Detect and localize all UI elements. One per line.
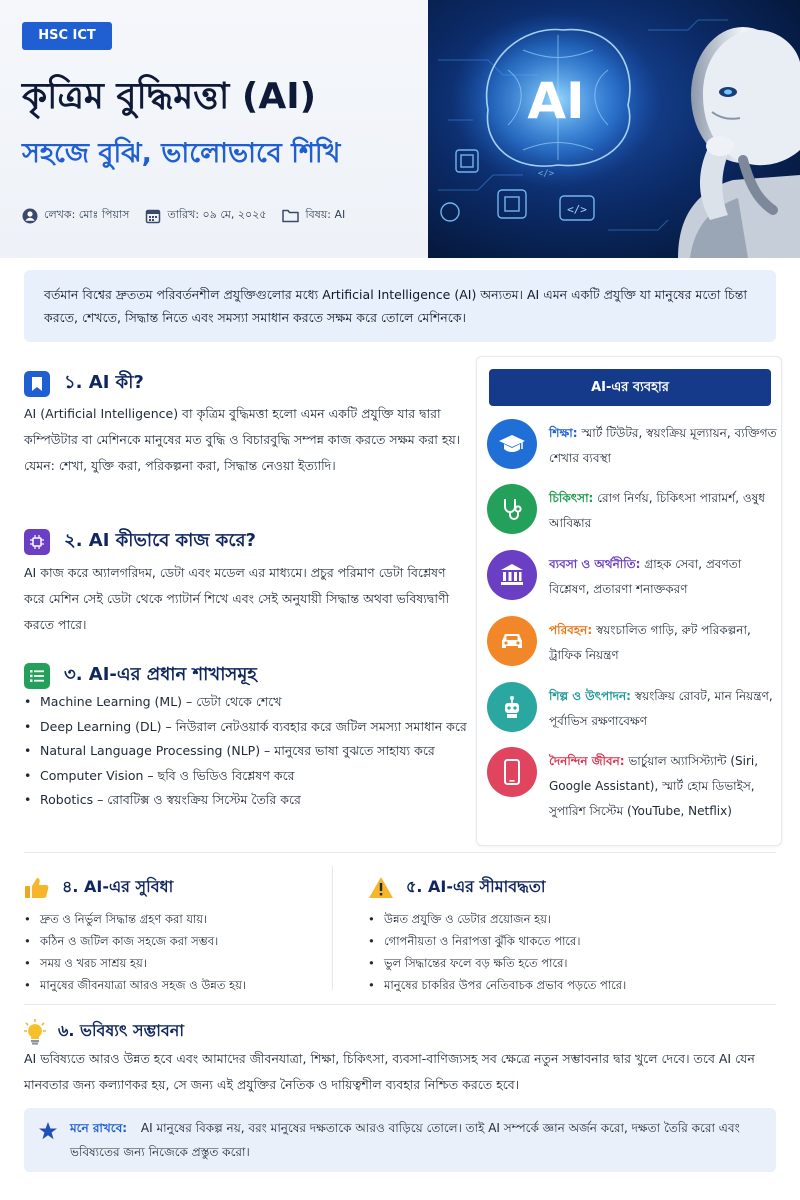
divider: [24, 1004, 776, 1005]
usage-item-transport: [487, 616, 777, 668]
usage-desc: স্মার্ট টিউটর, স্বয়ংক্রিয় মূল্যায়ন, ব্যক্তিগত শেখার ব্যবস্থা: [549, 426, 777, 465]
usage-item-education: [487, 419, 777, 471]
hero-ai-label: AI: [527, 72, 585, 130]
hero-image: [428, 0, 800, 258]
list-item: • Deep Learning (DL) – নিউরাল নেটওয়ার্ক ব্যবহার করে জটিল সমস্যা সমাধান করে: [24, 715, 470, 740]
future-title: ৬. ভবিষ্যৎ সম্ভাবনা: [58, 1021, 184, 1040]
meta-subject: [282, 206, 345, 225]
usage-key: শিক্ষা:: [549, 426, 578, 440]
section-how-heading: [24, 526, 256, 557]
date-text: তারিখ: ০৯ মে, ২০২৫: [167, 208, 267, 221]
intro-box: বর্তমান বিশ্বের দ্রুততম পরিবর্তনশীল প্রযুক্তিগুলোর মধ্যে Artificial Intelligence (AI) অন্যতম। AI এমন একটি প্রযুক্তি যা মানুষের মতো চিন্তা করতে, শেখতে, সিদ্ধান্ত নিতে এবং সমস্যা সমাধান করতে সক্ষম করে তোলে মেশিনকে।: [24, 270, 776, 342]
bank-icon: [487, 550, 537, 600]
usage-desc: গ্রাহক সেবা, প্রবণতা বিশ্লেষণ, প্রতারণা শনাক্তকরণ: [549, 557, 742, 596]
robot-icon: [487, 682, 537, 732]
pros-heading: [24, 874, 173, 901]
meta-author: [22, 206, 129, 225]
usage-desc: ভার্চুয়াল অ্যাসিস্ট্যান্ট (Siri, Google Assistant), স্মার্ট হোম ডিভাইস, সুপারিশ সিস্টেম (YouTube, Netflix): [549, 754, 759, 818]
subject-text: বিষয়: AI: [305, 208, 346, 221]
list-icon: [24, 663, 50, 689]
list-item: • মানুষের জীবনযাত্রা আরও সহজ ও উন্নত হয়।: [24, 974, 324, 996]
list-item: • সময় ও খরচ সাশ্রয় হয়।: [24, 952, 324, 974]
note-content: AI মানুষের বিকল্প নয়, বরং মানুষের দক্ষতাকে আরও বাড়িয়ে তোলে। তাই AI সম্পর্কে জ্ঞান অর্জন করো, দক্ষতা তৈরি করো এবং ভবিষ্যতের জন্য নিজেকে প্রস্তুত করো।: [70, 1121, 740, 1159]
list-item: • Computer Vision – ছবি ও ভিডিও বিশ্লেষণ করে: [24, 764, 470, 789]
usage-key: ব্যবসা ও অর্থনীতি:: [549, 557, 641, 571]
future-text: AI ভবিষ্যতে আরও উন্নত হবে এবং আমাদের জীবনযাত্রা, শিক্ষা, চিকিৎসা, ব্যবসা-বাণিজ্যসহ সব ক্ষেত্রে নতুন সম্ভাবনার দ্বার খুলে দেবে। তবে AI যেন মানবতার জন্য কল্যাণকর হয়, সে জন্য এই প্রযুক্তির নৈতিক ও দায়িত্বশীল ব্যবহার নিশ্চিত করতে হবে।: [24, 1051, 755, 1092]
section-branches-heading: [24, 660, 257, 691]
list-item: • গোপনীয়তা ও নিরাপত্তা ঝুঁকি থাকতে পারে।: [368, 930, 776, 952]
page-title: কৃত্রিম বুদ্ধিমত্তা (AI): [22, 76, 317, 117]
list-item: • Natural Language Processing (NLP) – মানুষের ভাষা বুঝতে সাহায্য করে: [24, 739, 470, 764]
list-item: • দ্রুত ও নির্ভুল সিদ্ধান্ত গ্রহণ করা যায়।: [24, 908, 324, 930]
usage-title: AI-এর ব্যবহার: [489, 369, 771, 406]
cons-heading: [368, 874, 546, 901]
svg-text:</>: </>: [567, 203, 587, 216]
folder-icon: [282, 208, 299, 223]
future-heading: [24, 1018, 184, 1045]
bookmark-icon: [24, 371, 50, 397]
usage-card: [476, 356, 782, 846]
note-label: মনে রাখবে:: [70, 1121, 128, 1135]
usage-key: চিকিৎসা:: [549, 491, 594, 505]
divider: [24, 852, 776, 853]
branches-list: [24, 690, 470, 813]
lightbulb-icon: [24, 1019, 46, 1045]
usage-item-medical: [487, 484, 777, 536]
usage-desc: রোগ নির্ণয়, চিকিৎসা পারামর্শ, ওষুধ আবিষ্কার: [549, 491, 765, 530]
pros-title: ৪. AI-এর সুবিধা: [62, 877, 174, 896]
list-item: • Machine Learning (ML) – ডেটা থেকে শেখে: [24, 690, 470, 715]
section-branches-title: ৩. AI-এর প্রধান শাখাসমূহ: [64, 664, 257, 685]
list-item: • উন্নত প্রযুক্তি ও ডেটার প্রয়োজন হয়।: [368, 908, 776, 930]
meta-date: [145, 206, 266, 225]
meta-row: [22, 206, 427, 225]
cons-title: ৫. AI-এর সীমাবদ্ধতা: [406, 877, 546, 896]
car-icon: [487, 616, 537, 666]
section-how-title: ২. AI কীভাবে কাজ করে?: [64, 530, 256, 551]
cons-list: [368, 908, 776, 996]
section-how-text: AI কাজ করে অ্যালগরিদম, ডেটা এবং মডেল এর মাধ্যমে। প্রচুর পরিমাণ ডেটা বিশ্লেষণ করে মেশিন সেই ডেটা থেকে প্যাটার্ন শিখে এবং সেই অনুযায়ী সিদ্ধান্ত অথবা ভবিষ্যদ্বাণী করতে পারে।: [24, 565, 450, 632]
header: [0, 0, 800, 258]
list-item: • মানুষের চাকরির উপর নেতিবাচক প্রভাব পড়তে পারে।: [368, 974, 776, 996]
page-subtitle: সহজে বুঝি, ভালোভাবে শিখি: [22, 138, 341, 169]
thumbs-up-icon: [24, 876, 50, 900]
svg-text:</>: </>: [537, 169, 555, 179]
section-what-heading: [24, 368, 144, 399]
list-item: • Robotics – রোবটিক্স ও স্বয়ংক্রিয় সিস্টেম তৈরি করে: [24, 788, 470, 813]
star-icon: [38, 1122, 58, 1141]
user-icon: [22, 208, 38, 224]
list-item: • কঠিন ও জটিল কাজ সহজে করা সম্ভব।: [24, 930, 324, 952]
author-text: লেখক: মোঃ পিয়াস: [44, 208, 130, 221]
section-what-title: ১. AI কী?: [64, 372, 144, 393]
subject-badge: HSC ICT: [22, 22, 112, 50]
warning-icon: [368, 876, 394, 899]
pros-list: [24, 908, 324, 996]
section-what-text: AI (Artificial Intelligence) বা কৃত্রিম বুদ্ধিমত্তা হলো এমন একটি প্রযুক্তি যার দ্বারা কম্পিউটার বা মেশিনকে মানুষের মত বুদ্ধি ও বিচারবুদ্ধি সম্পন্ন কাজ করতে সক্ষম করা হয়। যেমন: শেখা, যুক্তি করা, পরিকল্পনা করা, সিদ্ধান্ত নেওয়া ইত্যাদি।: [24, 406, 461, 473]
usage-item-daily-life: [487, 747, 777, 824]
usage-key: শিল্প ও উৎপাদন:: [549, 689, 631, 703]
list-item: • ভুল সিদ্ধান্তের ফলে বড় ক্ষতি হতে পারে।: [368, 952, 776, 974]
usage-desc: স্বয়ংচালিত গাড়ি, রুট পরিকল্পনা, ট্রাফিক নিয়ন্ত্রণ: [549, 623, 751, 662]
note-box: [24, 1108, 776, 1172]
usage-item-business: [487, 550, 777, 602]
usage-key: দৈনন্দিন জীবন:: [549, 754, 625, 768]
usage-key: পরিবহন:: [549, 623, 593, 637]
divider: [332, 866, 333, 990]
stethoscope-icon: [487, 484, 537, 534]
usage-desc: স্বয়ংক্রিয় রোবট, মান নিয়ন্ত্রণ, পূর্বাভিস রক্ষণাবেক্ষণ: [549, 689, 773, 728]
chip-icon: [24, 529, 50, 555]
graduation-cap-icon: [487, 419, 537, 469]
usage-item-industry: [487, 682, 777, 734]
calendar-icon: [145, 208, 161, 224]
smartphone-icon: [487, 747, 537, 797]
